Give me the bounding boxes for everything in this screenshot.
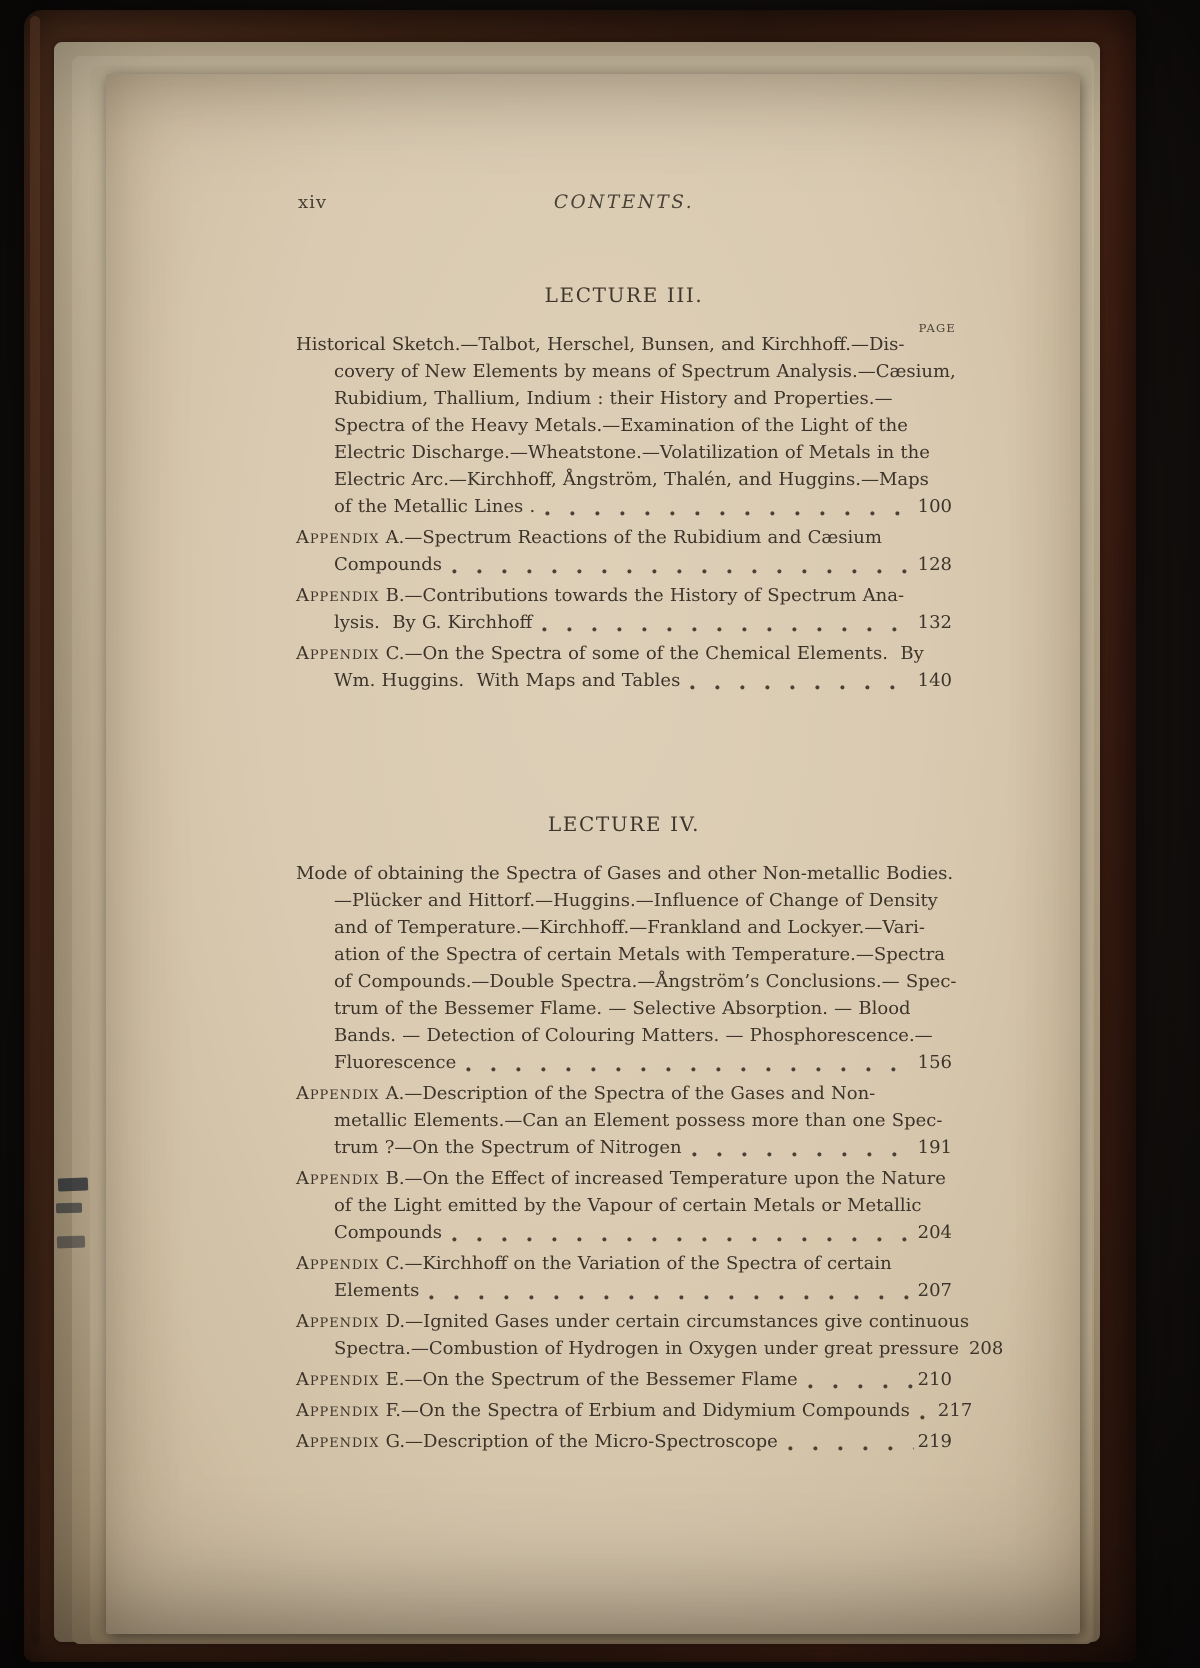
appendix-label: Appendix	[296, 1253, 380, 1274]
toc-entry	[296, 1165, 952, 1246]
toc-line	[296, 860, 952, 887]
toc-line	[296, 1277, 952, 1304]
appendix-label: Appendix	[296, 527, 380, 548]
appendix-label: Appendix	[296, 1168, 380, 1189]
fore-edge-mark	[56, 1203, 82, 1213]
toc-text: F.—On the Spectra of Erbium and Didymium Compounds	[379, 1400, 910, 1421]
toc-page-number: 156	[917, 1052, 952, 1073]
toc-text: Wm. Huggins. With Maps and Tables	[334, 670, 681, 691]
toc-text: lysis. By G. Kirchhoff	[334, 612, 533, 633]
toc-entry	[296, 860, 957, 1076]
toc-entry	[296, 640, 952, 694]
toc-line	[296, 1335, 1004, 1362]
toc-line	[296, 1250, 952, 1277]
fore-edge-mark	[58, 1177, 88, 1191]
toc-line	[296, 412, 952, 439]
toc-entry	[296, 1397, 973, 1424]
toc-text: Compounds	[334, 554, 442, 575]
appendix-label: Appendix	[296, 643, 380, 664]
toc-line	[296, 385, 952, 412]
toc-line	[296, 439, 952, 466]
toc-text: Bands. — Detection of Colouring Matters. — Phosphorescence.—	[334, 1025, 933, 1046]
toc-entry	[296, 582, 952, 636]
appendix-label: Appendix	[296, 1369, 380, 1390]
running-head: CONTENTS.	[553, 192, 695, 213]
toc-text: of the Light emitted by the Vapour of certain Metals or Metallic	[334, 1195, 922, 1216]
toc-entry	[296, 331, 956, 520]
toc-line	[296, 551, 952, 578]
toc-line	[296, 1022, 952, 1049]
toc-line	[296, 1107, 952, 1134]
toc-text: C.—Kirchhoff on the Variation of the Spectra of certain	[379, 1253, 892, 1274]
toc-text: Electric Discharge.—Wheatstone.—Volatilization of Metals in the	[334, 442, 930, 463]
fore-edge-mark	[57, 1236, 85, 1249]
toc-line	[296, 582, 952, 609]
toc-line	[296, 609, 952, 636]
toc-line	[296, 1134, 952, 1161]
toc-text: Rubidium, Thallium, Indium : their History and Properties.—	[334, 388, 893, 409]
dot-leader	[452, 569, 914, 574]
toc-entry	[296, 524, 952, 578]
toc-text: Spectra.—Combustion of Hydrogen in Oxygen under great pressure	[334, 1338, 959, 1359]
toc-line	[296, 667, 952, 694]
toc-text: A.—Description of the Spectra of the Gases and Non-	[379, 1083, 876, 1104]
toc-entry	[296, 1080, 952, 1161]
appendix-label: Appendix	[296, 585, 380, 606]
dot-leader	[920, 1415, 934, 1420]
page-column-label: PAGE	[918, 321, 956, 335]
toc-page-number: 207	[917, 1280, 952, 1301]
toc-line	[296, 914, 952, 941]
dot-leader	[429, 1295, 913, 1300]
toc-page-number: 217	[937, 1400, 973, 1421]
toc-line	[296, 1080, 952, 1107]
toc-line	[296, 1049, 952, 1076]
toc-line	[296, 358, 956, 385]
toc-text: Compounds	[334, 1222, 442, 1243]
toc-entry	[296, 1308, 1004, 1362]
toc-text: ation of the Spectra of certain Metals with Temperature.—Spectra	[334, 944, 946, 965]
toc-text: of the Metallic Lines .	[334, 496, 536, 517]
book-page	[106, 74, 1080, 1634]
toc-line	[296, 887, 952, 914]
dot-leader	[466, 1067, 913, 1072]
toc-line	[296, 331, 952, 358]
lecture-heading: LECTURE III.	[544, 283, 704, 307]
toc-text: trum of the Bessemer Flame. — Selective Absorption. — Blood	[334, 998, 911, 1019]
toc-line	[296, 1165, 952, 1192]
dot-leader	[961, 1357, 967, 1362]
dot-leader	[542, 627, 913, 632]
toc-page-number: 132	[917, 612, 952, 633]
dot-leader	[808, 1384, 914, 1389]
lecture-heading: LECTURE IV.	[547, 812, 701, 836]
page-content	[106, 74, 1080, 1634]
toc-text: Mode of obtaining the Spectra of Gases and other Non-metallic Bodies.	[296, 863, 954, 884]
toc-text: of Compounds.—Double Spectra.—Ångström’s Conclusions.— Spec-	[334, 971, 957, 992]
toc-page-number: 208	[968, 1338, 1004, 1359]
dot-leader	[692, 1152, 914, 1157]
toc-text: —Plücker and Hittorf.—Huggins.—Influence of Change of Density	[334, 890, 938, 911]
toc-text: Electric Arc.—Kirchhoff, Ångström, Thalén, and Huggins.—Maps	[334, 469, 929, 490]
toc-text: C.—On the Spectra of some of the Chemical Elements. By	[379, 643, 924, 664]
toc-line	[296, 524, 952, 551]
appendix-label: Appendix	[296, 1431, 380, 1452]
toc-entry	[296, 1250, 952, 1304]
toc-text: and of Temperature.—Kirchhoff.—Frankland and Lockyer.—Vari-	[334, 917, 925, 938]
toc-page-number: 140	[917, 670, 952, 691]
toc-line	[296, 466, 952, 493]
toc-text: trum ?—On the Spectrum of Nitrogen	[334, 1137, 682, 1158]
page-folio: xiv	[298, 192, 328, 213]
toc-text: B.—On the Effect of increased Temperature upon the Nature	[379, 1168, 946, 1189]
dot-leader	[545, 511, 913, 516]
toc-line	[296, 968, 957, 995]
toc-text: G.—Description of the Micro-Spectroscope	[379, 1431, 778, 1452]
toc-line	[296, 1308, 970, 1335]
toc-line	[296, 640, 952, 667]
toc-text: covery of New Elements by means of Spectrum Analysis.—Cæsium,	[334, 361, 956, 382]
appendix-label: Appendix	[296, 1400, 380, 1421]
toc-entry	[296, 1366, 952, 1393]
dot-leader	[452, 1237, 914, 1242]
toc-text: Historical Sketch.—Talbot, Herschel, Bunsen, and Kirchhoff.—Dis-	[296, 334, 905, 355]
toc-page-number: 204	[917, 1222, 952, 1243]
toc-text: Elements	[334, 1280, 420, 1301]
toc-page-number: 210	[917, 1369, 952, 1390]
appendix-label: Appendix	[296, 1083, 380, 1104]
toc-page-number: 219	[917, 1431, 952, 1452]
toc-text: E.—On the Spectrum of the Bessemer Flame	[379, 1369, 798, 1390]
toc-line	[296, 1219, 952, 1246]
toc-text: Fluorescence	[334, 1052, 457, 1073]
toc-line	[296, 995, 952, 1022]
toc-text: A.—Spectrum Reactions of the Rubidium and Cæsium	[379, 527, 882, 548]
toc-page-number: 100	[917, 496, 952, 517]
toc-line	[296, 493, 952, 520]
dot-leader	[788, 1446, 914, 1451]
toc-text: B.—Contributions towards the History of Spectrum Ana-	[379, 585, 905, 606]
lecture-3-section	[296, 283, 956, 694]
toc-entry	[296, 1428, 952, 1455]
toc-page-number: 128	[917, 554, 952, 575]
toc-text: Spectra of the Heavy Metals.—Examination of the Light of the	[334, 415, 908, 436]
toc-page-number: 191	[917, 1137, 952, 1158]
appendix-label: Appendix	[296, 1311, 380, 1332]
toc-text: D.—Ignited Gases under certain circumstances give continuous	[379, 1311, 970, 1332]
toc-text: metallic Elements.—Can an Element possess more than one Spec-	[334, 1110, 943, 1131]
dot-leader	[690, 685, 913, 690]
lecture-4-section	[296, 812, 1004, 1455]
toc-line	[296, 1428, 952, 1455]
page-header	[296, 192, 952, 219]
toc-line	[296, 1192, 952, 1219]
toc-line	[296, 1397, 973, 1424]
book-cover-spine-edge	[30, 16, 40, 1646]
toc-line	[296, 1366, 952, 1393]
toc-line	[296, 941, 952, 968]
